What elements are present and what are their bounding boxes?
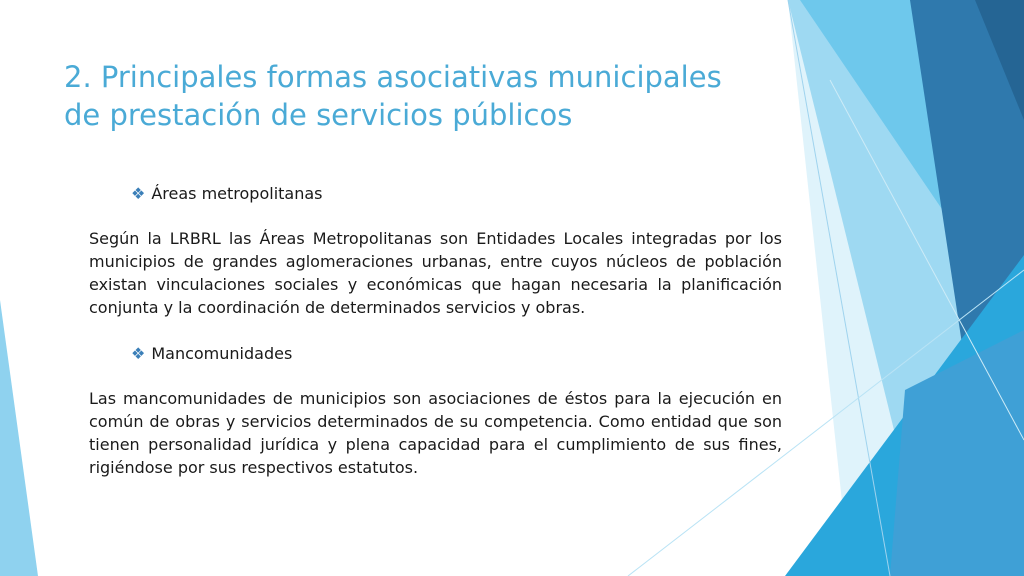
bullet-heading: Mancomunidades (151, 344, 293, 363)
slide-title (64, 58, 784, 134)
bullet-mancomunidades (131, 342, 782, 365)
bullet-areas-metropolitanas (131, 182, 782, 205)
diamond-bullet-icon: ❖ (131, 184, 146, 203)
left-edge-triangle (0, 300, 38, 576)
bullet-heading: Áreas metropolitanas (151, 184, 323, 203)
title-line-2: de prestación de servicios públicos (64, 98, 573, 132)
paragraph-mancomunidades: Las mancomunidades de municipios son asociaciones de éstos para la ejecución en común de obras y servicios determinados de su competencia. Como entidad que son tienen personalidad jurídica y plena capacidad para el cumplimiento de sus fines, rigiéndose por sus respectivos estatutos. (89, 389, 782, 477)
paragraph-areas-metropolitanas: Según la LRBRL las Áreas Metropolitanas son Entidades Locales integradas por los municipios de grandes aglomeraciones urbanas, entre cuyos núcleos de población existan vinculaciones sociales y económicas que hagan necesaria la planificación conjunta y la coordinación de determinados servicios y obras. (89, 229, 782, 317)
title-line-1: 2. Principales formas asociativas municipales (64, 60, 722, 94)
slide-content (89, 182, 782, 479)
diamond-bullet-icon: ❖ (131, 344, 146, 363)
